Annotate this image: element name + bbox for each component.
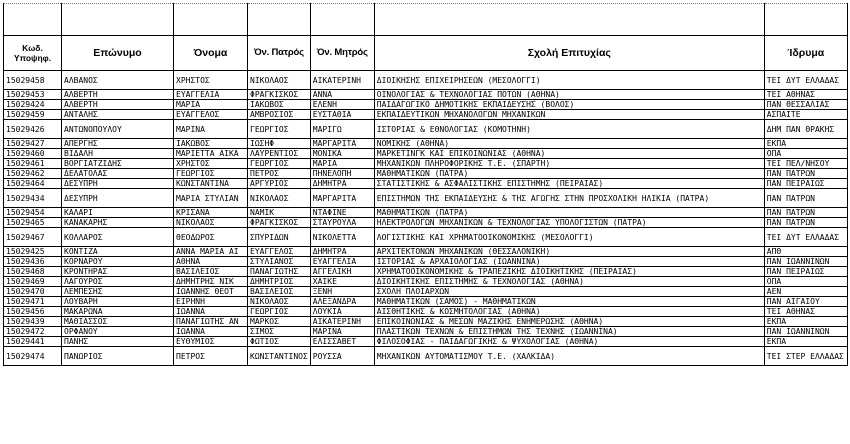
cell-name: ΕΙΡΗΝΗ xyxy=(174,297,248,307)
cell-code: 15029441 xyxy=(4,337,62,347)
table-row xyxy=(4,110,848,120)
cell-school: ΛΟΓΙΣΤΙΚΗΣ ΚΑΙ ΧΡΗΜΑΤΟΟΙΚΟΝΟΜΙΚΗΣ (ΜΕΣΟΛΟΓΓΙ) xyxy=(374,228,764,247)
cell-code: 15029439 xyxy=(4,317,62,327)
cell-surname: ΜΑΚΑΡΩΝΑ xyxy=(62,307,174,317)
cell-surname: ΒΟΡΓΙΑΤΖΙΔΗΣ xyxy=(62,159,174,169)
cell-mother-name: ΛΟΥΚΙΑ xyxy=(310,307,374,317)
cell-surname: ΑΛΒΕΡΤΗ xyxy=(62,90,174,100)
cell-institution: ΠΑΝ ΠΑΤΡΩΝ xyxy=(764,208,847,218)
cell-school: ΧΡΗΜΑΤΟΟΙΚΟΝΟΜΙΚΗΣ & ΤΡΑΠΕΖΙΚΗΣ ΔΙΟΙΚΗΤΙΚΗΣ (ΠΕΙΡΑΙΑΣ) xyxy=(374,267,764,277)
cell-father-name: ΠΑΝΑΓΙΩΤΗΣ xyxy=(248,267,311,277)
cell-school: ΦΙΛΟΣΟΦΙΑΣ - ΠΑΙΔΑΓΩΓΙΚΗΣ & ΨΥΧΟΛΟΓΙΑΣ (ΑΘΗΝΑ) xyxy=(374,337,764,347)
cell-code: 15029460 xyxy=(4,149,62,159)
cell-code: 15029469 xyxy=(4,277,62,287)
cell-mother-name: ΑΙΚΑΤΕΡΙΝΗ xyxy=(310,317,374,327)
cell-code: 15029424 xyxy=(4,100,62,110)
cell-surname: ΔΕΣΥΠΡΗ xyxy=(62,189,174,208)
header-father-name: Όν. Πατρός xyxy=(248,36,311,71)
table-row xyxy=(4,287,848,297)
cell-surname: ΛΑΓΟΥΡΟΣ xyxy=(62,277,174,287)
cell-father-name: ΝΙΚΟΛΑΟΣ xyxy=(248,297,311,307)
cell-name: ΕΥΑΓΓΕΛΟΣ xyxy=(174,110,248,120)
header-row xyxy=(4,36,848,71)
cell-institution: ΠΑΝ ΠΑΤΡΩΝ xyxy=(764,218,847,228)
cell-surname: ΑΝΤΑΛΗΣ xyxy=(62,110,174,120)
cell-father-name: ΔΗΜΗΤΡΙΟΣ xyxy=(248,277,311,287)
cell-surname: ΑΛΒΑΝΟΣ xyxy=(62,71,174,90)
cell-school: ΟΙΝΟΛΟΓΙΑΣ & ΤΕΧΝΟΛΟΓΙΑΣ ΠΟΤΩΝ (ΑΘΗΝΑ) xyxy=(374,90,764,100)
cell-father-name: ΣΠΥΡΙΔΩΝ xyxy=(248,228,311,247)
cell-institution: ΕΚΠΑ xyxy=(764,317,847,327)
cell-surname: ΛΕΜΠΕΣΗΣ xyxy=(62,287,174,297)
cell-mother-name: ΜΑΡΙΓΩ xyxy=(310,120,374,139)
cell-name: ΜΑΡΙΑ ΣΤΥΛΙΑΝ xyxy=(174,189,248,208)
cell-surname: ΟΡΦΑΝΟΥ xyxy=(62,327,174,337)
cell-surname: ΚΟΝΤΙΖΑ xyxy=(62,247,174,257)
cell-mother-name: ΜΑΡΓΑΡΙΤΑ xyxy=(310,189,374,208)
cell-mother-name: ΑΙΚΑΤΕΡΙΝΗ xyxy=(310,71,374,90)
cell-mother-name: ΑΛΕΞΑΝΔΡΑ xyxy=(310,297,374,307)
cell-code: 15029467 xyxy=(4,228,62,247)
table-row xyxy=(4,347,848,366)
cell-name: ΒΑΣΙΛΕΙΟΣ xyxy=(174,267,248,277)
cell-father-name: ΑΜΒΡΟΣΙΟΣ xyxy=(248,110,311,120)
cell-surname: ΚΑΝΑΚΑΡΗΣ xyxy=(62,218,174,228)
cell-institution: ΑΠΘ xyxy=(764,247,847,257)
cell-surname: ΠΑΝΩΡΙΟΣ xyxy=(62,347,174,366)
cell-father-name: ΝΙΚΟΛΑΟΣ xyxy=(248,71,311,90)
cell-school: ΜΑΘΗΜΑΤΙΚΩΝ (ΠΑΤΡΑ) xyxy=(374,169,764,179)
cell-father-name: ΦΡΑΓΚΙΣΚΟΣ xyxy=(248,218,311,228)
cell-code: 15029465 xyxy=(4,218,62,228)
header-mother-name: Όν. Μητρός xyxy=(310,36,374,71)
cell-code: 15029474 xyxy=(4,347,62,366)
cell-father-name: ΦΩΤΙΟΣ xyxy=(248,337,311,347)
cell-institution: ΠΑΝ ΠΕΙΡΑΙΩΣ xyxy=(764,267,847,277)
cell-name: ΓΕΩΡΓΙΟΣ xyxy=(174,169,248,179)
table-row xyxy=(4,337,848,347)
cell-code: 15029456 xyxy=(4,307,62,317)
cell-institution: ΠΑΝ ΑΙΓΑΙΟΥ xyxy=(764,297,847,307)
table-row xyxy=(4,257,848,267)
cell-code: 15029471 xyxy=(4,297,62,307)
table-row xyxy=(4,179,848,189)
cell-mother-name: ΜΟΝΙΚΑ xyxy=(310,149,374,159)
cell-institution: ΠΑΝ ΠΑΤΡΩΝ xyxy=(764,189,847,208)
cell-mother-name: ΜΑΡΙΑ xyxy=(310,159,374,169)
cell-father-name: ΣΙΜΟΣ xyxy=(248,327,311,337)
cell-name: ΜΑΡΙΝΑ xyxy=(174,120,248,139)
cell-name: ΜΑΡΙΕΤΤΑ ΑΙΚΑ xyxy=(174,149,248,159)
cell-mother-name: ΕΛΕΝΗ xyxy=(310,100,374,110)
cell-institution: ΤΕΙ ΑΘΗΝΑΣ xyxy=(764,307,847,317)
cell-institution: ΤΕΙ ΣΤΕΡ ΕΛΛΑΔΑΣ xyxy=(764,347,847,366)
header-institution: Ίδρυμα xyxy=(764,36,847,71)
table-row xyxy=(4,100,848,110)
table-row xyxy=(4,307,848,317)
cell-father-name: ΠΕΤΡΟΣ xyxy=(248,169,311,179)
cell-surname: ΚΡΟΝΤΗΡΑΣ xyxy=(62,267,174,277)
cell-institution: ΔΗΜ ΠΑΝ ΘΡΑΚΗΣ xyxy=(764,120,847,139)
table-row xyxy=(4,247,848,257)
cell-code: 15029461 xyxy=(4,159,62,169)
cell-name: ΔΗΜΗΤΡΗΣ ΝΙΚ xyxy=(174,277,248,287)
header-surname: Επώνυμο xyxy=(62,36,174,71)
table-row xyxy=(4,208,848,218)
cell-code: 15029458 xyxy=(4,71,62,90)
cell-institution: ΤΕΙ ΔΥΤ ΕΛΛΑΔΑΣ xyxy=(764,71,847,90)
cell-father-name: ΚΩΝΣΤΑΝΤΙΝΟΣ xyxy=(248,347,311,366)
cell-code: 15029426 xyxy=(4,120,62,139)
cell-surname: ΚΑΛΑΡΙ xyxy=(62,208,174,218)
cell-school: ΕΠΙΣΤΗΜΩΝ ΤΗΣ ΕΚΠΑΙΔΕΥΣΗΣ & ΤΗΣ ΑΓΩΓΗΣ ΣΤΗΝ ΠΡΟΣΧΟΛΙΚΗ ΗΛΙΚΙΑ (ΠΑΤΡΑ) xyxy=(374,189,764,208)
cell-school: ΙΣΤΟΡΙΑΣ & ΑΡΧΑΙΟΛΟΓΙΑΣ (ΙΩΑΝΝΙΝΑ) xyxy=(374,257,764,267)
cell-code: 15029464 xyxy=(4,179,62,189)
cell-name: ΚΡΙΣΑΝΑ xyxy=(174,208,248,218)
cell-father-name: ΦΡΑΓΚΙΣΚΟΣ xyxy=(248,90,311,100)
cell-surname: ΛΟΥΒΑΡΗ xyxy=(62,297,174,307)
table-row xyxy=(4,139,848,149)
cell-surname: ΑΝΤΩΝΟΠΟΥΛΟΥ xyxy=(62,120,174,139)
cell-surname: ΔΕΣΥΠΡΗ xyxy=(62,179,174,189)
cell-mother-name: ΝΤΑΦΙΝΕ xyxy=(310,208,374,218)
cell-name: ΙΩΑΝΝΑ xyxy=(174,307,248,317)
header-code: Κωδ. Υποψηφ. xyxy=(4,36,62,71)
table-row xyxy=(4,297,848,307)
cell-name: ΚΩΝΣΤΑΝΤΙΝΑ xyxy=(174,179,248,189)
cell-school: ΜΑΘΗΜΑΤΙΚΩΝ (ΣΑΜΟΣ) - ΜΑΘΗΜΑΤΙΚΩΝ xyxy=(374,297,764,307)
table-row xyxy=(4,71,848,90)
cell-surname: ΚΟΛΛΑΡΟΣ xyxy=(62,228,174,247)
cell-name: ΑΘΗΝΑ xyxy=(174,257,248,267)
cell-father-name: ΝΙΚΟΛΑΟΣ xyxy=(248,189,311,208)
cell-school: ΕΚΠΑΙΔΕΥΤΙΚΩΝ ΜΗΧΑΝΟΛΟΓΩΝ ΜΗΧΑΝΙΚΩΝ xyxy=(374,110,764,120)
cell-mother-name: ΕΥΑΓΓΕΛΙΑ xyxy=(310,257,374,267)
cell-mother-name: ΞΕΝΗ xyxy=(310,287,374,297)
cell-father-name: ΜΑΡΚΟΣ xyxy=(248,317,311,327)
cell-name: ΠΕΤΡΟΣ xyxy=(174,347,248,366)
cell-name: ΠΑΝΑΓΙΩΤΗΣ ΑΝ xyxy=(174,317,248,327)
cell-mother-name: ΝΙΚΟΛΕΤΤΑ xyxy=(310,228,374,247)
cell-name: ΝΙΚΟΛΑΟΣ xyxy=(174,218,248,228)
cell-code: 15029459 xyxy=(4,110,62,120)
cell-mother-name: ΜΑΡΓΑΡΙΤΑ xyxy=(310,139,374,149)
table-row xyxy=(4,120,848,139)
cell-mother-name: ΑΝΝΑ xyxy=(310,90,374,100)
cell-institution: ΠΑΝ ΘΕΣΣΑΛΙΑΣ xyxy=(764,100,847,110)
cell-institution: ΑΕΝ xyxy=(764,287,847,297)
cell-code: 15029436 xyxy=(4,257,62,267)
table-row xyxy=(4,218,848,228)
cell-surname: ΑΛΒΕΡΤΗ xyxy=(62,100,174,110)
cell-institution: ΤΕΙ ΠΕΛ/ΝΗΣΟΥ xyxy=(764,159,847,169)
cell-code: 15029462 xyxy=(4,169,62,179)
cell-institution: ΟΠΑ xyxy=(764,277,847,287)
cell-father-name: ΒΑΣΙΛΕΙΟΣ xyxy=(248,287,311,297)
cell-school: ΣΧΟΛΗ ΠΛΟΙΑΡΧΩΝ xyxy=(374,287,764,297)
cell-mother-name: ΜΑΡΙΝΑ xyxy=(310,327,374,337)
cell-institution: ΑΣΠΑΙΤΕ xyxy=(764,110,847,120)
table-row xyxy=(4,159,848,169)
cell-code: 15029434 xyxy=(4,189,62,208)
cell-mother-name: ΧΑΙΚΕ xyxy=(310,277,374,287)
blank-row xyxy=(4,4,848,36)
cell-name: ΘΕΟΔΩΡΟΣ xyxy=(174,228,248,247)
cell-surname: ΠΑΝΗΣ xyxy=(62,337,174,347)
cell-father-name: ΑΡΓΥΡΙΟΣ xyxy=(248,179,311,189)
cell-name: ΙΩΑΝΝΑ xyxy=(174,327,248,337)
cell-school: ΔΙΟΙΚΗΣΗΣ ΕΠΙΧΕΙΡΗΣΕΩΝ (ΜΕΣΟΛΟΓΓΙ) xyxy=(374,71,764,90)
cell-institution: ΤΕΙ ΑΘΗΝΑΣ xyxy=(764,90,847,100)
cell-father-name: ΣΤΥΛΙΑΝΟΣ xyxy=(248,257,311,267)
table-row xyxy=(4,90,848,100)
table-row xyxy=(4,317,848,327)
cell-institution: ΠΑΝ ΠΑΤΡΩΝ xyxy=(764,169,847,179)
cell-father-name: ΓΕΩΡΓΙΟΣ xyxy=(248,307,311,317)
cell-institution: ΕΚΠΑ xyxy=(764,139,847,149)
cell-father-name: ΛΑΥΡΕΝΤΙΟΣ xyxy=(248,149,311,159)
cell-mother-name: ΔΗΜΗΤΡΑ xyxy=(310,179,374,189)
cell-school: ΙΣΤΟΡΙΑΣ & ΕΘΝΟΛΟΓΙΑΣ (ΚΟΜΟΤΗΝΗ) xyxy=(374,120,764,139)
header-school: Σχολή Επιτυχίας xyxy=(374,36,764,71)
cell-code: 15029454 xyxy=(4,208,62,218)
cell-name: ΧΡΗΣΤΟΣ xyxy=(174,159,248,169)
cell-institution: ΤΕΙ ΔΥΤ ΕΛΛΑΔΑΣ xyxy=(764,228,847,247)
cell-name: ΕΥΘΥΜΙΟΣ xyxy=(174,337,248,347)
cell-name: ΕΥΑΓΓΕΛΙΑ xyxy=(174,90,248,100)
cell-mother-name: ΕΥΣΤΑΘΙΑ xyxy=(310,110,374,120)
cell-mother-name: ΑΓΓΕΛΙΚΗ xyxy=(310,267,374,277)
cell-name: ΙΑΚΩΒΟΣ xyxy=(174,139,248,149)
cell-school: ΑΡΧΙΤΕΚΤΟΝΩΝ ΜΗΧΑΝΙΚΩΝ (ΘΕΣΣΑΛΟΝΙΚΗ) xyxy=(374,247,764,257)
header-name: Όνομα xyxy=(174,36,248,71)
cell-school: ΠΛΑΣΤΙΚΩΝ ΤΕΧΝΩΝ & ΕΠΙΣΤΗΜΩΝ ΤΗΣ ΤΕΧΝΗΣ (ΙΩΑΝΝΙΝΑ) xyxy=(374,327,764,337)
results-table xyxy=(3,3,848,366)
cell-institution: ΠΑΝ ΠΕΙΡΑΙΩΣ xyxy=(764,179,847,189)
cell-mother-name: ΣΤΑΥΡΟΥΛΑ xyxy=(310,218,374,228)
cell-school: ΗΛΕΚΤΡΟΛΟΓΩΝ ΜΗΧΑΝΙΚΩΝ & ΤΕΧΝΟΛΟΓΙΑΣ ΥΠΟΛΟΓΙΣΤΩΝ (ΠΑΤΡΑ) xyxy=(374,218,764,228)
cell-institution: ΕΚΠΑ xyxy=(764,337,847,347)
cell-name: ΧΡΗΣΤΟΣ xyxy=(174,71,248,90)
cell-institution: ΠΑΝ ΙΩΑΝΝΙΝΩΝ xyxy=(764,257,847,267)
cell-school: ΠΑΙΔΑΓΩΓΙΚΟ ΔΗΜΟΤΙΚΗΣ ΕΚΠΑΙΔΕΥΣΗΣ (ΒΟΛΟΣ) xyxy=(374,100,764,110)
cell-mother-name: ΠΗΝΕΛΟΠΗ xyxy=(310,169,374,179)
cell-school: ΣΤΑΤΙΣΤΙΚΗΣ & ΑΣΦΑΛΙΣΤΙΚΗΣ ΕΠΙΣΤΗΜΗΣ (ΠΕΙΡΑΙΑΣ) xyxy=(374,179,764,189)
cell-surname: ΔΕΛΑΤΟΛΑΣ xyxy=(62,169,174,179)
cell-father-name: ΙΩΣΗΦ xyxy=(248,139,311,149)
cell-name: ΜΑΡΙΑ xyxy=(174,100,248,110)
cell-school: ΜΑΡΚΕΤΙΝΓΚ ΚΑΙ ΕΠΙΚΟΙΝΩΝΙΑΣ (ΑΘΗΝΑ) xyxy=(374,149,764,159)
cell-surname: ΒΙΔΑΛΗ xyxy=(62,149,174,159)
cell-code: 15029472 xyxy=(4,327,62,337)
cell-school: ΜΑΘΗΜΑΤΙΚΩΝ (ΠΑΤΡΑ) xyxy=(374,208,764,218)
table-row xyxy=(4,267,848,277)
cell-father-name: ΙΑΚΩΒΟΣ xyxy=(248,100,311,110)
table-row xyxy=(4,189,848,208)
cell-mother-name: ΕΛΙΣΣΑΒΕΤ xyxy=(310,337,374,347)
cell-school: ΔΙΟΙΚΗΤΙΚΗΣ ΕΠΙΣΤΗΜΗΣ & ΤΕΧΝΟΛΟΓΙΑΣ (ΑΘΗΝΑ) xyxy=(374,277,764,287)
table-row xyxy=(4,327,848,337)
cell-surname: ΑΠΕΡΓΗΣ xyxy=(62,139,174,149)
cell-institution: ΟΠΑ xyxy=(764,149,847,159)
table-row xyxy=(4,169,848,179)
cell-father-name: ΓΕΩΡΓΙΟΣ xyxy=(248,120,311,139)
cell-code: 15029427 xyxy=(4,139,62,149)
cell-surname: ΜΑΘΙΑΣΣΟΣ xyxy=(62,317,174,327)
cell-father-name: ΝΑΜΙΚ xyxy=(248,208,311,218)
cell-mother-name: ΡΟΥΣΣΑ xyxy=(310,347,374,366)
table-row xyxy=(4,149,848,159)
cell-mother-name: ΔΗΜΗΤΡΑ xyxy=(310,247,374,257)
table-row xyxy=(4,277,848,287)
cell-surname: ΚΟΡΝΑΡΟΥ xyxy=(62,257,174,267)
cell-school: ΜΗΧΑΝΙΚΩΝ ΑΥΤΟΜΑΤΙΣΜΟΥ Τ.Ε. (ΧΑΛΚΙΔΑ) xyxy=(374,347,764,366)
cell-code: 15029470 xyxy=(4,287,62,297)
cell-institution: ΠΑΝ ΙΩΑΝΝΙΝΩΝ xyxy=(764,327,847,337)
cell-code: 15029425 xyxy=(4,247,62,257)
cell-school: ΜΗΧΑΝΙΚΩΝ ΠΛΗΡΟΦΟΡΙΚΗΣ Τ.Ε. (ΣΠΑΡΤΗ) xyxy=(374,159,764,169)
cell-school: ΕΠΙΚΟΙΝΩΝΙΑΣ & ΜΕΣΩΝ ΜΑΖΙΚΗΣ ΕΝΗΜΕΡΩΣΗΣ (ΑΘΗΝΑ) xyxy=(374,317,764,327)
table-row xyxy=(4,228,848,247)
cell-code: 15029468 xyxy=(4,267,62,277)
cell-father-name: ΓΕΩΡΓΙΟΣ xyxy=(248,159,311,169)
cell-father-name: ΕΥΑΓΓΕΛΟΣ xyxy=(248,247,311,257)
cell-name: ΙΩΑΝΝΗΣ ΘΕΟΤ xyxy=(174,287,248,297)
cell-code: 15029453 xyxy=(4,90,62,100)
cell-school: ΝΟΜΙΚΗΣ (ΑΘΗΝΑ) xyxy=(374,139,764,149)
cell-name: ΑΝΝΑ ΜΑΡΙΑ ΑΙ xyxy=(174,247,248,257)
cell-school: ΑΙΣΘΗΤΙΚΗΣ & ΚΟΣΜΗΤΟΛΟΓΙΑΣ (ΑΘΗΝΑ) xyxy=(374,307,764,317)
